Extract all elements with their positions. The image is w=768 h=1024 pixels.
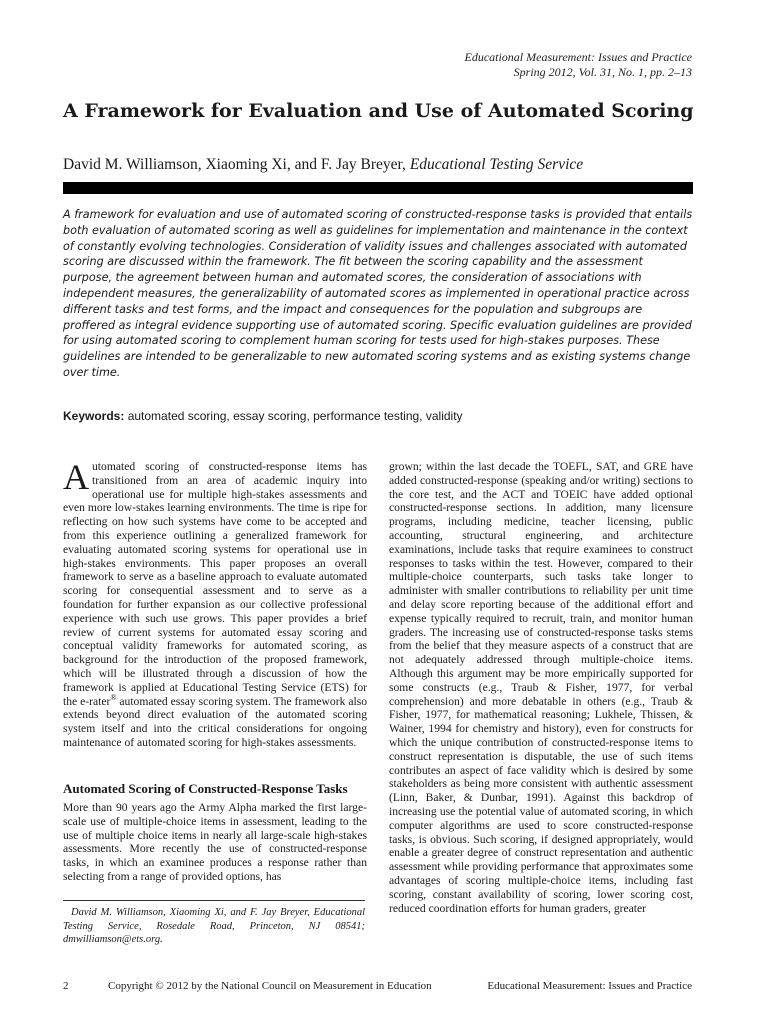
footer-journal: Educational Measurement: Issues and Practice	[487, 980, 692, 992]
section-heading: Automated Scoring of Constructed-Response Tasks	[63, 781, 348, 796]
copyright-notice: Copyright © 2012 by the National Council on Measurement in Education	[108, 980, 432, 992]
journal-header	[464, 50, 692, 80]
journal-name: Educational Measurement: Issues and Practice	[464, 50, 692, 64]
footnote-divider	[63, 900, 365, 901]
author-names: David M. Williamson, Xiaoming Xi, and F. Jay Breyer,	[63, 156, 406, 173]
keywords	[63, 409, 695, 423]
author-line	[63, 156, 583, 174]
title-divider	[63, 182, 693, 194]
right-column	[389, 460, 693, 915]
page-number: 2	[63, 980, 69, 992]
keywords-label: Keywords:	[63, 409, 125, 423]
intro-text-a: utomated scoring of constructed-response items has transitioned from an area of academic inquiry into operational use for multiple high-stakes assessments and even more low-stakes learning environments. The time is ripe for reflecting on how such systems have come to be accepted and from this experience outlining a generalized framework for evaluating automated scoring systems for operational use in high-stakes environments. This paper proposes an overall framework to serve as a baseline approach to evaluate automated scoring for consequential assessment and to serve as a foundation for further expansion as our collective professional experience with such use grows. This paper provides a brief review of current systems for automated essay scoring and conceptual validity frameworks for automated scoring, as background for the introduction of the proposed framework, which will be illustrated through a discussion of how the framework is applied at Educational Testing Service (ETS) for the e-rater	[63, 460, 367, 708]
registered-mark: ®	[110, 692, 117, 702]
author-affiliation: Educational Testing Service	[409, 156, 584, 173]
intro-text-b: automated essay scoring system. The framework also extends beyond direct evaluation of the automated scoring system itself and into the critical considerations for ongoing maintenance of automated scoring for high-stakes assessments.	[63, 694, 367, 749]
journal-issue: Spring 2012, Vol. 31, No. 1, pp. 2–13	[513, 65, 692, 79]
right-column-paragraph: grown; within the last decade the TOEFL, SAT, and GRE have added constructed-response (speaking and/or writing) sections to the core test, and the ACT and TOEIC have added optional constructed-response sections. In addition, many licensure programs, including medicine, teacher licensing, public accounting, structural engineering, and architecture examinations, include tasks that require examinees to construct responses to tasks within the test. However, compared to their multiple-choice counterparts, such tasks take longer to administer with smaller contributions to reliability per unit time and delay score reporting because of the additional effort and expense typically required to recruit, train, and monitor human graders. The increasing use of constructed-response tasks stems from the belief that they measure aspects of a construct that are not adequately addressed through multiple-choice items. Although this argument may be more empirically supported for some constructs (e.g., Traub & Fisher, 1977, for verbal comprehension) and more debatable in others (e.g., Traub & Fisher, 1977, for mathematical reasoning; Lukhele, Thissen, & Wainer, 1994 for chemistry and history), even for constructs for which the unique contribution of constructed-response items to construct representation is disputable, the use of such items contributes an aspect of face validity which is desired by some stakeholders as being more consistent with authentic assessment (Linn, Baker, & Dunbar, 1991). Against this backdrop of increasing use the potential value of automated scoring, in which computer algorithms are used to score constructed-response tasks, is obvious. Such scoring, if designed appropriately, would enable a greater degree of construct representation and authentic assessment while providing performance that approximates some advantages of scoring multiple-choice items, including fast scoring, constant availability of scoring, lower scoring cost, reduced coordination efforts for human graders, greater	[389, 460, 693, 915]
section-paragraph: More than 90 years ago the Army Alpha marked the first large-scale use of multiple-choice items in assessment, leading to the use of multiple choice items in nearly all large-scale high-stakes assessments. More recently the use of constructed-response tasks, in which an examinee produces a response rather than selecting from a range of provided options, has	[63, 801, 367, 883]
author-footnote: David M. Williamson, Xiaoming Xi, and F. Jay Breyer, Educational Testing Service, Rosedale Road, Princeton, NJ 08541; dmwilliamson@ets.org.	[63, 907, 365, 945]
drop-cap: A	[63, 457, 89, 497]
left-column-section	[63, 801, 367, 884]
left-column-intro	[63, 457, 367, 750]
intro-paragraph	[63, 457, 367, 750]
abstract: A framework for evaluation and use of automated scoring of constructed-response tasks is provided that entails both evaluation of automated scoring as well as guidelines for implementation and maintenance in the context of constantly evolving technologies. Consideration of validity issues and challenges associated with automated scoring are discussed within the framework. The fit between the scoring capability and the assessment purpose, the agreement between human and automated scores, the consideration of associations with independent measures, the generalizability of automated scores as implemented in operational practice across different tasks and test forms, and the impact and consequences for the population and subgroups are proffered as integral evidence supporting use of automated scoring. Specific evaluation guidelines are provided for using automated scoring to complement human scoring for tests used for high-stakes purposes. These guidelines are intended to be generalizable to new automated scoring systems and as existing systems change over time.	[63, 208, 693, 379]
keywords-values: automated scoring, essay scoring, performance testing, validity	[127, 409, 463, 423]
article-title: A Framework for Evaluation and Use of Automated Scoring	[63, 100, 694, 122]
